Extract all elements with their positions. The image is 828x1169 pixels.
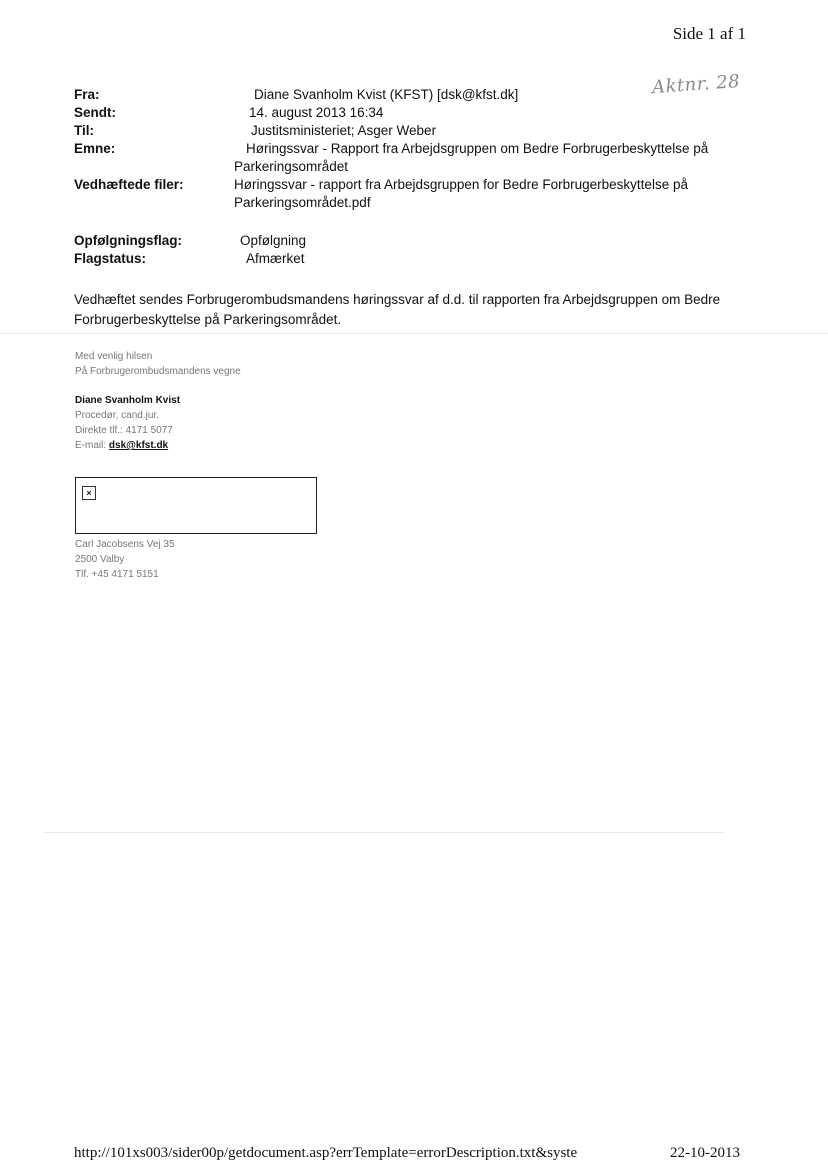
- email-label: E-mail:: [75, 440, 107, 451]
- header-value: Opfølgning: [240, 233, 307, 248]
- print-footer: [74, 1145, 774, 1169]
- divider: [0, 333, 828, 334]
- header-value: Justitsministeriet; Asger Weber: [251, 123, 437, 138]
- header-row-attachments: [74, 176, 754, 212]
- signature-greeting: Med venlig hilsen: [75, 351, 153, 362]
- header-label: Flagstatus:: [74, 251, 147, 266]
- header-label: Sendt:: [74, 105, 116, 120]
- signature-on-behalf: På Forbrugerombudsmandens vegne: [75, 366, 241, 377]
- address-phone: Tlf. +45 4171 5151: [75, 569, 159, 580]
- header-value: Afmærket: [246, 251, 305, 266]
- signature-phone: Direkte tlf.: 4171 5077: [75, 425, 173, 436]
- divider: [44, 832, 724, 833]
- logo-placeholder: [75, 477, 317, 534]
- signature-email-line: [75, 438, 475, 453]
- email-headers: [74, 86, 754, 268]
- address-block: [75, 537, 375, 582]
- header-row-to: [74, 122, 754, 140]
- header-value: Høringssvar - Rapport fra Arbejdsgruppen om Bedre Forbrugerbeskyttelse på Parkeringsområdet: [234, 141, 709, 174]
- footer-date: 22-10-2013: [670, 1145, 740, 1161]
- footer-url: http://101xs003/sider00p/getdocument.asp?errTemplate=errorDescription.txt&syste: [74, 1145, 578, 1161]
- header-row-sent: [74, 104, 754, 122]
- handwritten-note: Aktnr. 28: [651, 70, 741, 99]
- header-label: Emne:: [74, 141, 116, 156]
- address-city: 2500 Valby: [75, 554, 125, 565]
- email-body: Vedhæftet sendes Forbrugerombudsmandens høringssvar af d.d. til rapporten fra Arbejdsgruppen om Bedre Forbrugerbeskyttelse på Parkeringsområdet.: [74, 292, 721, 327]
- address-street: Carl Jacobsens Vej 35: [75, 539, 175, 550]
- attachment-link[interactable]: Høringssvar - rapport fra Arbejdsgruppen for Bedre Forbrugerbeskyttelse på Parkeringsområdet.pdf: [234, 177, 688, 210]
- header-row-subject: [74, 140, 754, 176]
- header-row-followup-flag: [74, 232, 754, 250]
- page-label: Side 1 af 1: [672, 24, 746, 43]
- signature-block: [75, 349, 475, 453]
- header-label: Til:: [74, 123, 94, 138]
- header-row-from: [74, 86, 754, 104]
- header-label: Fra:: [74, 87, 100, 102]
- signature-title: Procedør, cand.jur.: [75, 410, 159, 421]
- signature-name: Diane Svanholm Kvist: [75, 395, 181, 406]
- header-row-flag-status: [74, 250, 754, 268]
- header-value: 14. august 2013 16:34: [249, 105, 384, 120]
- header-label: Opfølgningsflag:: [74, 233, 182, 248]
- header-value: Diane Svanholm Kvist (KFST) [dsk@kfst.dk]: [254, 87, 519, 102]
- header-label: Vedhæftede filer:: [74, 177, 184, 192]
- broken-image-icon: ×: [82, 486, 96, 500]
- email-link[interactable]: dsk@kfst.dk: [108, 440, 169, 451]
